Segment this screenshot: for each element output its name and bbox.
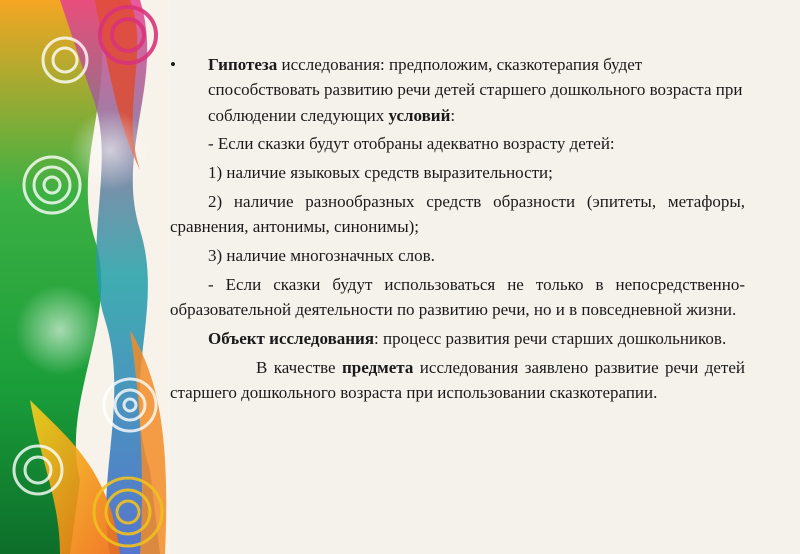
bullet-icon: • <box>170 55 176 74</box>
list-item-2: 2) наличие разнообразных средств образности (эпитеты, метафоры, сравнения, антонимы, синонимы); <box>170 191 745 237</box>
list-item-3: 3) наличие многозначных слов. <box>208 246 435 266</box>
list-item-1: 1) наличие языковых средств выразительности; <box>208 163 553 183</box>
hypothesis-paragraph <box>170 52 745 128</box>
condition-intro: - Если сказки будут отобраны адекватно возрасту детей: <box>208 134 615 154</box>
subject-prefix: В качестве <box>256 357 343 377</box>
slide-text <box>170 52 745 409</box>
object-text: : процесс развития речи старших дошкольников. <box>374 329 727 349</box>
subject-paragraph <box>170 355 745 406</box>
subject-term: предмета <box>342 357 414 377</box>
object-term: Объект исследования <box>208 329 375 349</box>
conditions-term: условий <box>388 105 451 125</box>
subject-text: исследования заявлено развитие речи детей старшего дошкольного возраста при использовании сказкотерапии. <box>170 357 745 403</box>
hypothesis-term: Гипотеза <box>208 55 278 74</box>
hypothesis-text: исследования: предположим, сказкотерапия будет способствовать развитию речи детей старшего дошкольного возраста при соблюдении следующих <box>208 55 743 125</box>
object-paragraph <box>170 326 745 351</box>
hypothesis-colon: : <box>450 105 456 125</box>
condition-2: - Если сказки будут использоваться не только в непосредственно-образовательной деятельности по развитию речи, но и в повседневной жизни. <box>170 274 745 320</box>
